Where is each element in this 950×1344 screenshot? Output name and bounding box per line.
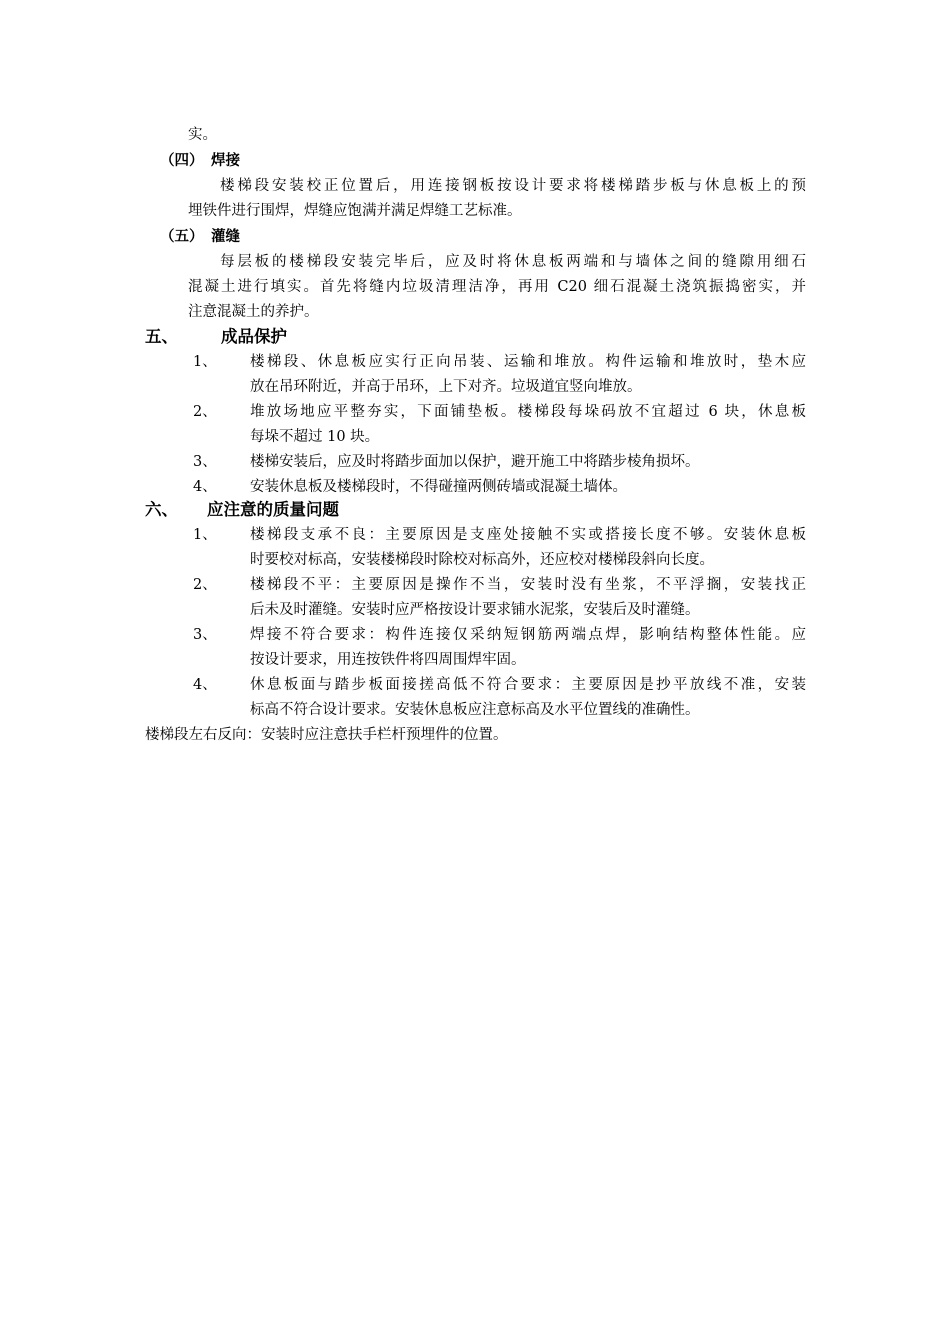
section-number: 五、 <box>145 327 178 346</box>
list-number: 2、 <box>193 404 217 420</box>
paragraph-line: 楼梯段安装校正位置后，用连接钢板按设计要求将楼梯踏步板与休息板上的预 <box>220 178 806 194</box>
list-item-line: 后未及时灌缝。安装时应严格按设计要求铺水泥浆，安装后及时灌缝。 <box>250 602 700 618</box>
subsection-number: （四） <box>160 153 204 169</box>
subsection-title-welding: 焊接 <box>211 153 240 169</box>
list-number: 1、 <box>193 527 217 543</box>
paragraph-line: 混凝土进行填实。首先将缝内垃圾清理洁净，再用 C20 细石混凝土浇筑振捣密实，并 <box>188 279 806 295</box>
section-title-product-protection: 成品保护 <box>221 327 287 346</box>
list-number: 1、 <box>193 354 217 370</box>
paragraph-line: 每层板的楼梯段安装完毕后，应及时将休息板两端和与墙体之间的缝隙用细石 <box>220 254 806 270</box>
list-number: 4、 <box>193 479 217 495</box>
list-item-line: 焊接不符合要求：构件连接仅采纳短钢筋两端点焊，影响结构整体性能。应 <box>250 627 806 643</box>
list-item-line: 休息板面与踏步板面接搓高低不符合要求：主要原因是抄平放线不准，安装 <box>250 677 806 693</box>
list-number: 2、 <box>193 577 217 593</box>
list-item-line: 楼梯安装后，应及时将踏步面加以保护，避开施工中将踏步棱角损坏。 <box>250 454 700 470</box>
list-number: 3、 <box>193 454 217 470</box>
subsection-number: （五） <box>160 229 204 245</box>
list-item-line: 楼梯段、休息板应实行正向吊装、运输和堆放。构件运输和堆放时，垫木应 <box>250 354 806 370</box>
list-item-line: 每垛不超过 10 块。 <box>250 429 380 445</box>
section-title-quality-issues: 应注意的质量问题 <box>207 500 339 519</box>
list-number: 3、 <box>193 627 217 643</box>
closing-line: 楼梯段左右反向：安装时应注意扶手栏杆预埋件的位置。 <box>145 727 508 743</box>
list-item-line: 放在吊环附近，并高于吊环，上下对齐。垃圾道宜竖向堆放。 <box>250 379 642 395</box>
subsection-title-grouting: 灌缝 <box>211 229 240 245</box>
list-item-line: 按设计要求，用连按铁件将四周围焊牢固。 <box>250 652 526 668</box>
list-item-line: 时要校对标高，安装楼梯段时除校对标高外，还应校对楼梯段斜向长度。 <box>250 552 714 568</box>
list-item-line: 堆放场地应平整夯实，下面铺垫板。楼梯段每垛码放不宜超过 6 块，休息板 <box>250 404 806 420</box>
list-number: 4、 <box>193 677 217 693</box>
list-item-line: 楼梯段支承不良：主要原因是支座处接触不实或搭接长度不够。安装休息板 <box>250 527 806 543</box>
list-item-line: 楼梯段不平：主要原因是操作不当，安装时没有坐浆，不平浮搁，安装找正 <box>250 577 806 593</box>
list-item-line: 安装休息板及楼梯段时，不得碰撞两侧砖墙或混凝土墙体。 <box>250 479 627 495</box>
list-item-line: 标高不符合设计要求。安装休息板应注意标高及水平位置线的准确性。 <box>250 702 700 718</box>
paragraph-line: 埋铁件进行围焊，焊缝应饱满并满足焊缝工艺标准。 <box>188 203 522 219</box>
continued-text: 实。 <box>188 127 217 143</box>
paragraph-line: 注意混凝土的养护。 <box>188 304 319 320</box>
section-number: 六、 <box>145 500 178 519</box>
